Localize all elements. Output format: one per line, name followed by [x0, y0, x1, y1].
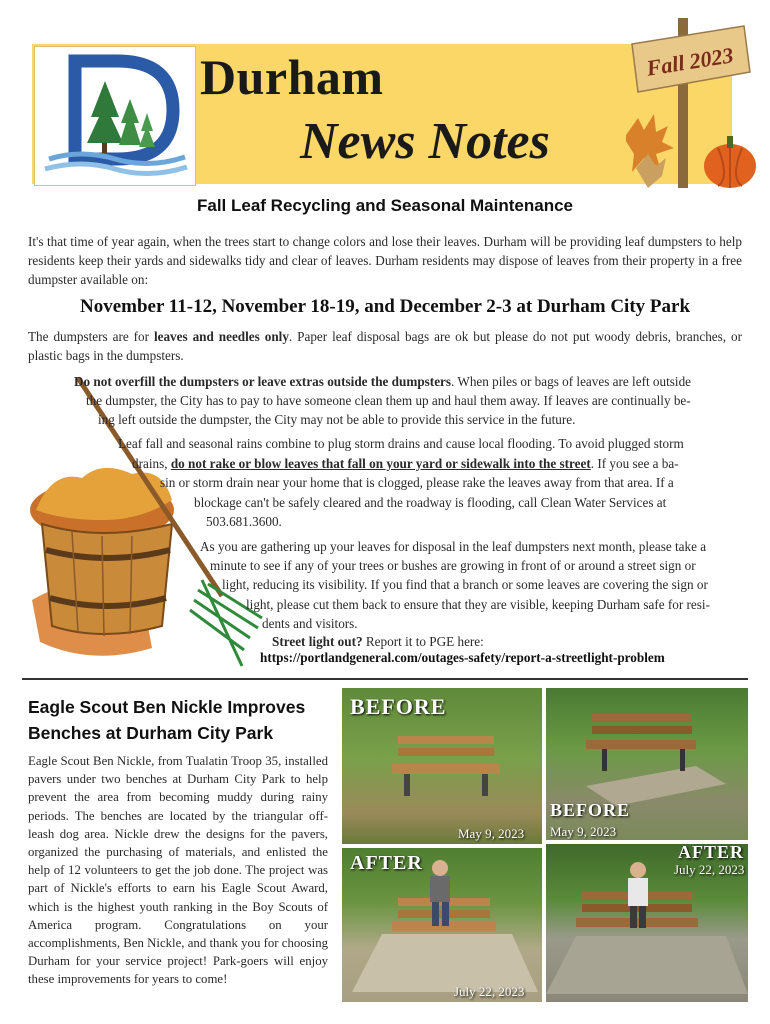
photo-3-label: AFTER	[350, 852, 423, 874]
dumpster-rules-paragraph	[28, 327, 742, 365]
masthead-title-durham: Durham	[200, 49, 384, 105]
section-divider	[22, 678, 748, 680]
no-rake-warning: do not rake or blow leaves that fall on your yard or sidewalk into the street	[170, 456, 591, 471]
leaf-recycling-heading: Fall Leaf Recycling and Seasonal Maintenance	[196, 196, 573, 215]
overfill-line3: ing left outside the dumpster, the City may not be able to provide this service in the future.	[98, 412, 576, 427]
photo-1-date: May 9, 2023	[458, 826, 525, 841]
storm-drain-line2	[132, 454, 742, 473]
fall-2023-sign-text: Fall 2023	[644, 42, 736, 81]
storm-drain-line2-start: drains,	[132, 456, 171, 471]
photo-before-1	[342, 688, 542, 844]
storm-drain-line3: sin or storm drain near your home that is clogged, please rake the leaves away from that area. If a	[160, 475, 674, 490]
photo-after-1	[342, 848, 542, 1002]
dumpster-dates-heading: November 11-12, November 18-19, and December 2-3 at Durham City Park	[79, 296, 691, 317]
photo-3-date: July 22, 2023	[454, 984, 525, 999]
rules-text-start: The dumpsters are for	[28, 329, 154, 344]
sign-visibility-line1: As you are gathering up your leaves for disposal in the leaf dumpsters next month, please take a	[200, 539, 707, 554]
pge-streetlight-link[interactable]: https://portlandgeneral.com/outages-safety/report-a-streetlight-problem	[260, 650, 665, 665]
clean-water-phone: 503.681.3600.	[206, 514, 282, 529]
sign-visibility-line4: light, please cut them back to ensure that they are visible, keeping Durham safe for resi-	[246, 597, 710, 612]
streetlight-rest: Report it to PGE here:	[362, 634, 484, 649]
photo-2-label: BEFORE	[550, 800, 631, 820]
durham-logo	[34, 46, 196, 186]
sign-visibility-line5: dents and visitors.	[262, 616, 358, 631]
eagle-scout-heading: Eagle Scout Ben Nickle Improves Benches at Durham City Park	[28, 697, 306, 743]
sign-visibility-line3: light, reducing its visibility. If you find that a branch or some leaves are covering the sign or	[222, 577, 708, 592]
sign-visibility-line2: minute to see if any of your trees or bushes are growing in front of or around a street sign or	[210, 558, 696, 573]
overfill-bold: Do not overfill the dumpsters or leave extras outside the dumpsters	[74, 374, 452, 389]
photo-4-date: July 22, 2023	[674, 862, 745, 877]
bench-photo-collage	[342, 688, 748, 1002]
storm-drain-line4: blockage can't be safely cleared and the roadway is flooding, call Clean Water Services at	[194, 495, 667, 510]
streetlight-bold: Street light out?	[272, 634, 363, 649]
eagle-scout-body: Eagle Scout Ben Nickle, from Tualatin Troop 35, installed pavers under two benches at Durham City Park to help prevent the area from becoming muddy during rainy periods. The benches are located by the triangular off-leash dog area. Nickle drew the designs for the pavers, organized the purchasing of materials, and enlisted the help of 12 volunteers to get the job done. The project was part of Nickle's efforts to earn his Eagle Scout Award, which is the highest youth ranking in the Boy Scouts of America program. Congratulations on your accomplishments, Ben Nickle, and thank you for choosing Durham for your service project! Park-goers will enjoy these improvements for years to come!	[28, 754, 328, 987]
streetlight-line	[272, 632, 742, 651]
rules-text-bold: leaves and needles only	[153, 329, 289, 344]
storm-drain-line1: Leaf fall and seasonal rains combine to plug storm drains and cause local flooding. To avoid plugged storm	[118, 436, 684, 451]
masthead-title-news-notes: News Notes	[300, 113, 550, 170]
overfill-line1: . When piles or bags of leaves are left outside	[451, 374, 692, 389]
leaf-intro-paragraph: It's that time of year again, when the trees start to change colors and lose their leaves. Durham will be providing leaf dumpsters to help residents keep their yards and sidewalks tidy and clear of leaves. Durham residents may dispose of leaves from their property in a free dumpster available on:	[28, 234, 742, 287]
photo-4-label: AFTER	[678, 844, 745, 862]
logo-graphic	[35, 47, 195, 185]
storm-drain-line2-end: . If you see a ba-	[590, 456, 679, 471]
photo-1-label: BEFORE	[350, 694, 447, 719]
overfill-line2: the dumpster, the City has to pay to have someone clean them up and haul them away. If leaves are continually be-	[86, 393, 691, 408]
rules-text-end: . Paper leaf disposal bags are ok but please do not put woody debris, branches, or plastic bags in the dumpsters.	[28, 329, 742, 363]
photo-2-date: May 9, 2023	[550, 824, 617, 839]
photo-before-2	[546, 688, 748, 840]
overfill-warning-paragraph	[74, 372, 742, 391]
photo-after-2	[546, 844, 748, 1002]
